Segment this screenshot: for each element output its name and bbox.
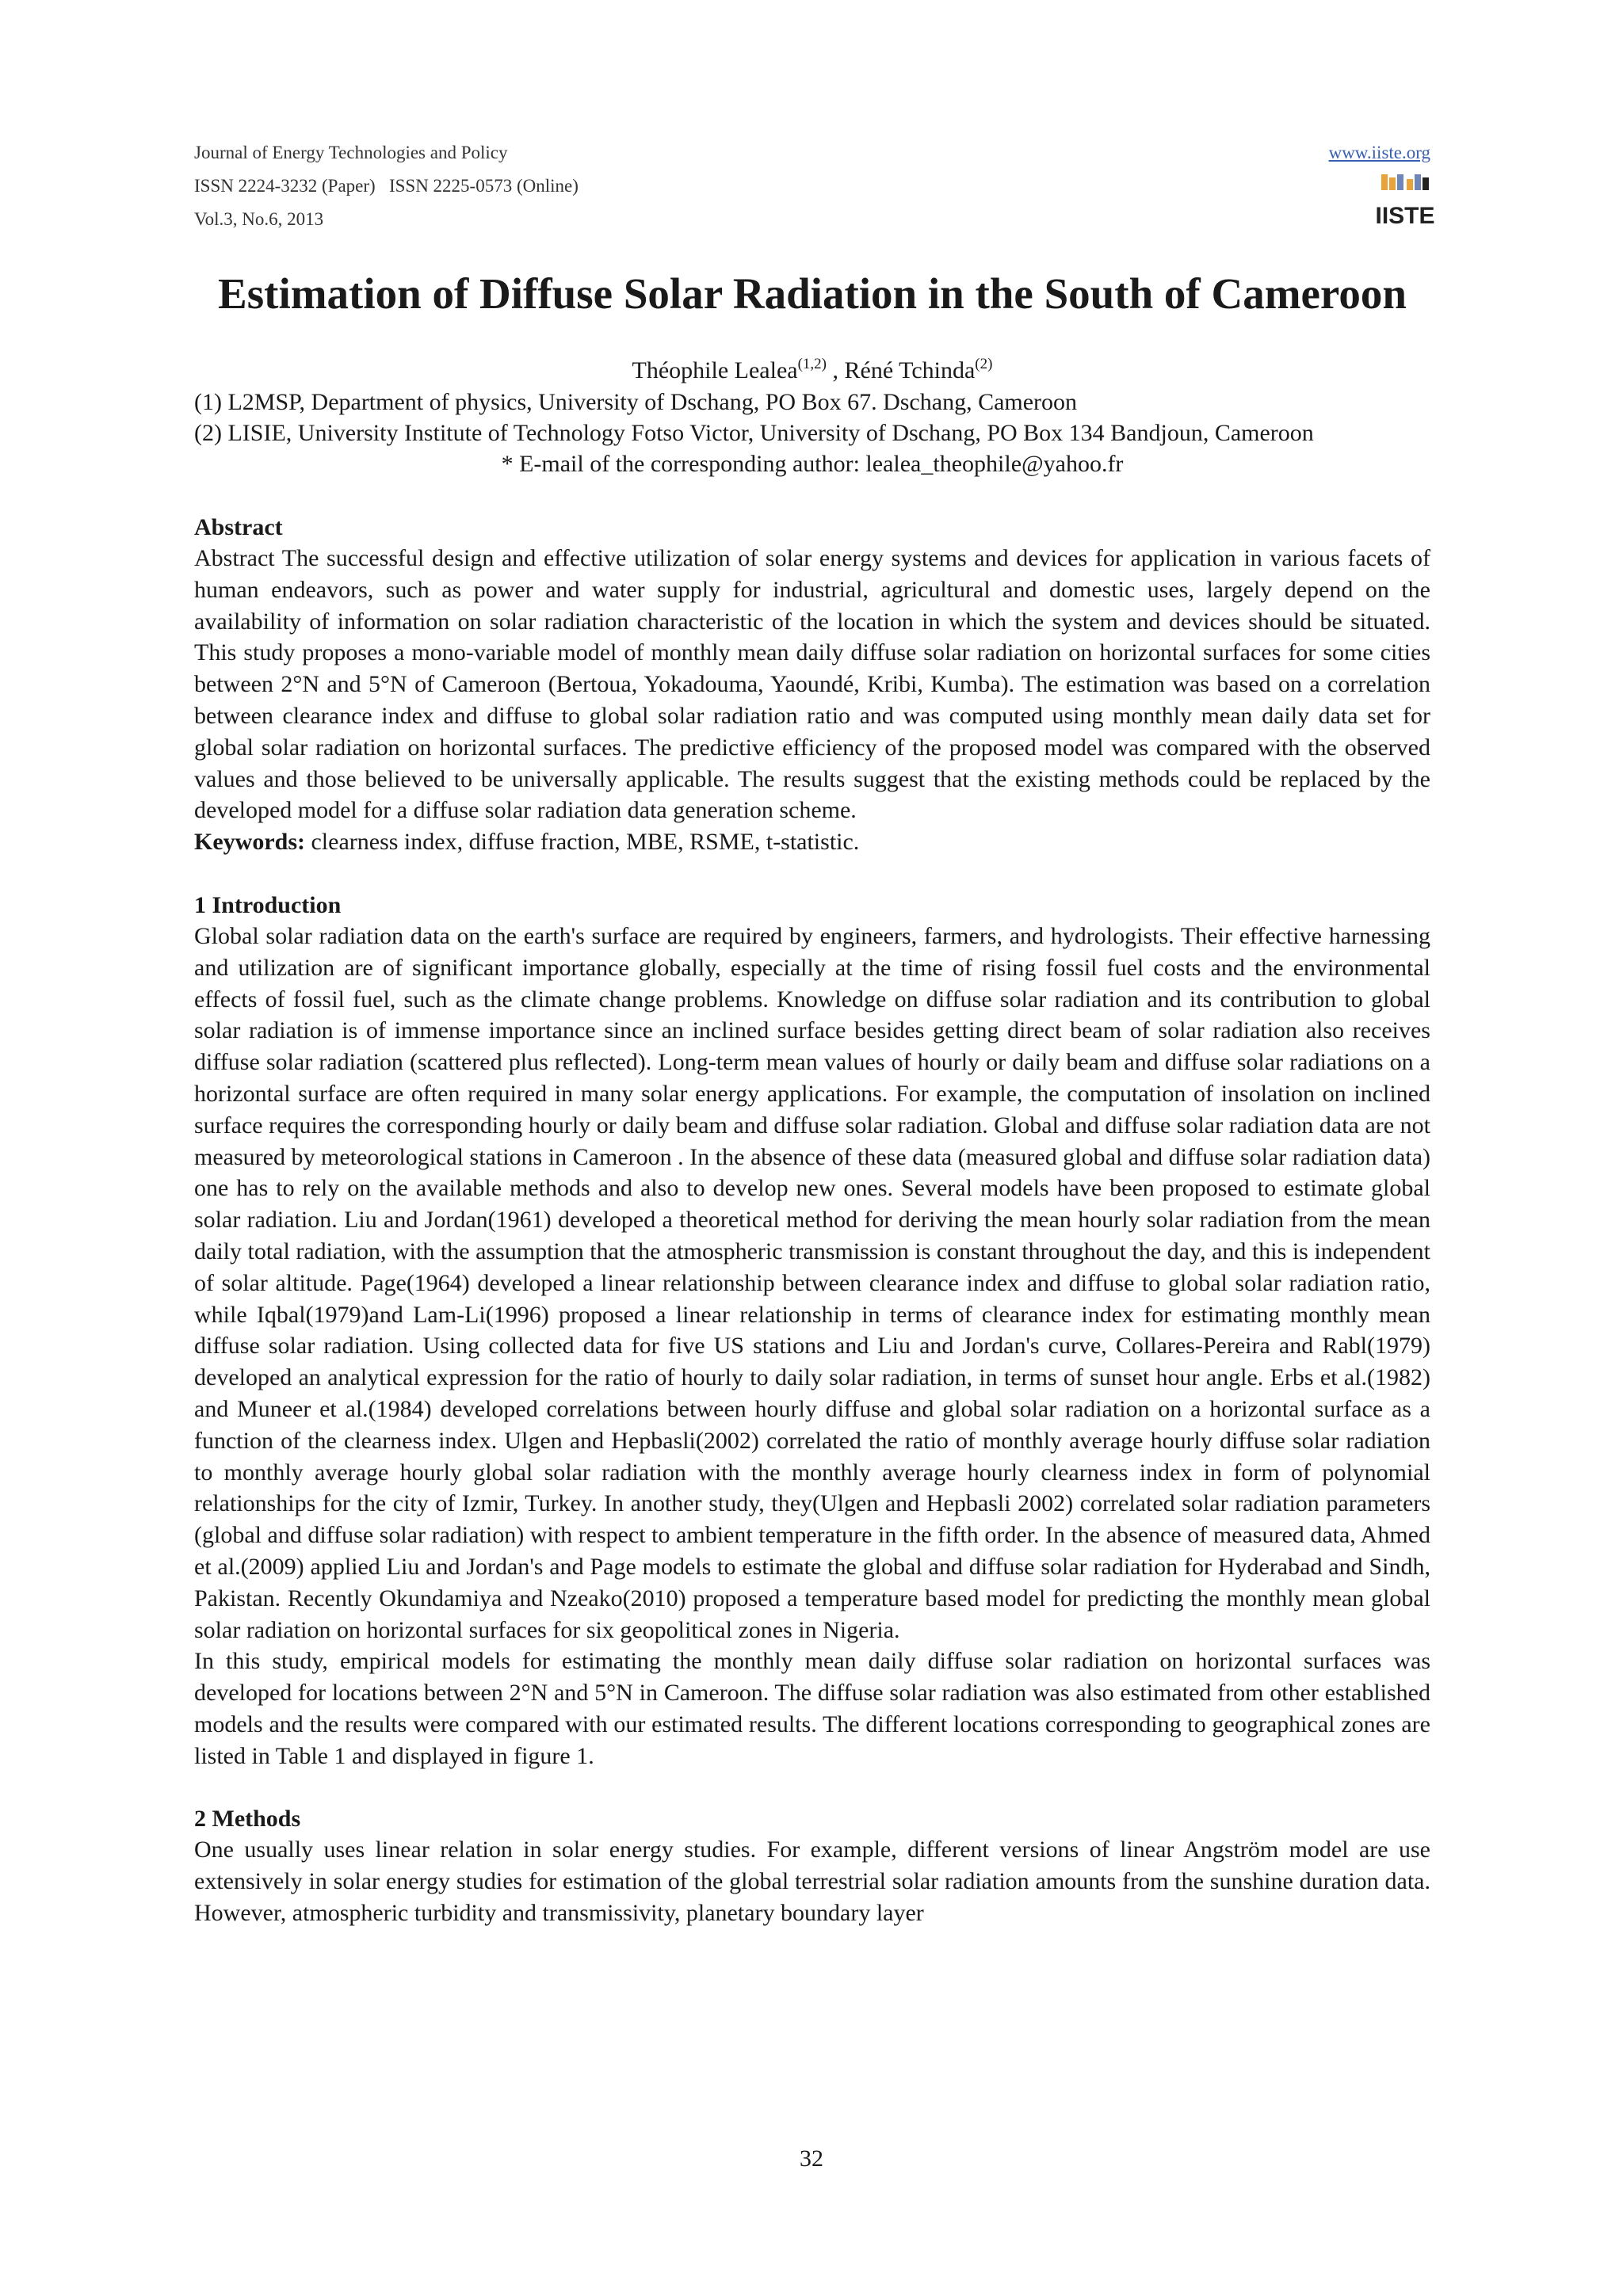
journal-volume: Vol.3, No.6, 2013 <box>194 209 324 229</box>
journal-url-link[interactable]: www.iiste.org <box>1328 143 1430 162</box>
affiliation-1: (1) L2MSP, Department of physics, University of Dschang, PO Box 67. Dschang, Cameroon <box>194 389 1078 415</box>
methods-heading: 2 Methods <box>194 1806 301 1833</box>
abstract-text: Abstract The successful design and effective utilization of solar energy systems and devices for application in various facets of human endeavors, such as power and water supply for industrial, agricultural and domestic uses, largely depend on the availability of information on solar radiation characteristic of the location in which the system and devices should be situated. This study proposes a mono-variable model of monthly mean daily diffuse solar radiation on horizontal surfaces for some cities between 2°N and 5°N of Cameroon (Bertoua, Yokadouma, Yaoundé, Kribi, Kumba). The estimation was based on a correlation between clearance index and diffuse to global solar radiation ratio and was computed using monthly mean daily data set for global solar radiation on horizontal surfaces. The predictive efficiency of the proposed model was compared with the observed values and those believed to be universally applicable. The results suggest that the existing methods could be replaced by the developed model for a diffuse solar radiation data generation scheme. <box>194 545 1430 824</box>
author-line <box>194 349 1430 387</box>
iiste-logo-icon <box>1375 173 1435 230</box>
page-number: 32 <box>800 2145 823 2172</box>
journal-header <box>194 136 1435 238</box>
author-name: Réné Tchinda <box>844 357 976 383</box>
author-affiliation-mark: (2) <box>975 356 993 372</box>
keywords-line <box>194 826 1430 858</box>
paper-page <box>194 136 1435 1929</box>
corresponding-email: * E-mail of the corresponding author: lealea_theophile@yahoo.fr <box>501 451 1124 477</box>
keywords-label: Keywords: <box>194 829 305 856</box>
svg-text:IISTE: IISTE <box>1375 203 1435 229</box>
spacer <box>194 858 1430 890</box>
methods-paragraph-1: One usually uses linear relation in solar energy studies. For example, different versions of linear Angström model are use extensively in solar energy studies for estimation of the global terrestrial solar radiation amounts from the sunshine duration data. However, atmospheric turbidity and transmissivity, planetary boundary layer <box>194 1836 1430 1927</box>
introduction-heading: 1 Introduction <box>194 891 342 918</box>
introduction-paragraph-2: In this study, empirical models for estimating the monthly mean daily diffuse solar radiation on horizontal surfaces was developed for locations between 2°N and 5°N in Cameroon. The diffuse solar radiation was also estimated from other established models and the results were compared with our estimated results. The different locations corresponding to geographical zones are listed in Table 1 and displayed in figure 1. <box>194 1648 1430 1769</box>
spacer <box>194 480 1430 512</box>
spacer <box>194 1772 1430 1803</box>
paper-title: Estimation of Diffuse Solar Radiation in the South of Cameroon <box>218 269 1407 318</box>
journal-info <box>194 136 1430 236</box>
author-name: Théophile Lealea <box>632 357 798 383</box>
abstract-heading: Abstract <box>194 514 283 540</box>
introduction-paragraph-1: Global solar radiation data on the earth's surface are required by engineers, farmers, and hydrologists. Their effective harnessing and utilization are of significant importance globally, especially at the time of rising fossil fuel costs and the environmental effects of fossil fuel, such as the climate change problems. Knowledge on diffuse solar radiation and its contribution to global solar radiation is of immense importance since an inclined surface besides getting direct beam of solar radiation also receives diffuse solar radiation (scattered plus reflected). Long-term mean values of hourly or daily beam and diffuse solar radiations on a horizontal surface are often required in many solar energy applications. For example, the computation of insolation on inclined surface requires the corresponding hourly or daily beam and diffuse solar radiation. Global and diffuse solar radiation data are not measured by meteorological stations in Cameroon . In the absence of these data (measured global and diffuse solar radiation data) one has to rely on the available methods and also to develop new ones. Several models have been proposed to estimate global solar radiation. Liu and Jordan(1961) developed a theoretical method for deriving the mean hourly solar radiation from the mean daily total radiation, with the assumption that the atmospheric transmission is constant throughout the day, and this is independent of solar altitude. Page(1964) developed a linear relationship between clearance index and diffuse to global solar radiation ratio, while Iqbal(1979)and Lam-Li(1996) proposed a linear relationship in terms of clearance index for estimating monthly mean diffuse solar radiation. Using collected data for five US stations and Liu and Jordan's curve, Collares-Pereira and Rabl(1979) developed an analytical expression for the ratio of hourly to daily solar radiation, in terms of sunset hour angle. Erbs et al.(1982) and Muneer et al.(1984) developed correlations between hourly diffuse and global solar radiation on a horizontal surface as a function of the clearness index. Ulgen and Hepbasli(2002) correlated the ratio of monthly average hourly diffuse solar radiation to monthly average hourly global solar radiation with the monthly average hourly clearness index in form of polynomial relationships for the city of Izmir, Turkey. In another study, they(Ulgen and Hepbasli 2002) correlated solar radiation parameters (global and diffuse solar radiation) with respect to ambient temperature in the fifth order. In the absence of measured data, Ahmed et al.(2009) applied Liu and Jordan's and Page models to estimate the global and diffuse solar radiation for Hyderabad and Sindh, Pakistan. Recently Okundamiya and Nzeako(2010) proposed a temperature based model for predicting the monthly mean global solar radiation on horizontal surfaces for six geopolitical zones in Nigeria. <box>194 922 1430 1643</box>
author-affiliation-mark: (1,2) <box>797 356 827 372</box>
affiliation-2: (2) LISIE, University Institute of Technology Fotso Victor, University of Dschang, PO Box 134 Bandjoun, Cameroon <box>194 420 1314 446</box>
keywords-text: clearness index, diffuse fraction, MBE, RSME, t-statistic. <box>304 829 860 856</box>
author-separator: , <box>827 357 845 383</box>
journal-name: Journal of Energy Technologies and Policy <box>194 143 508 162</box>
journal-issn: ISSN 2224-3232 (Paper) ISSN 2225-0573 (Online) <box>194 176 579 196</box>
